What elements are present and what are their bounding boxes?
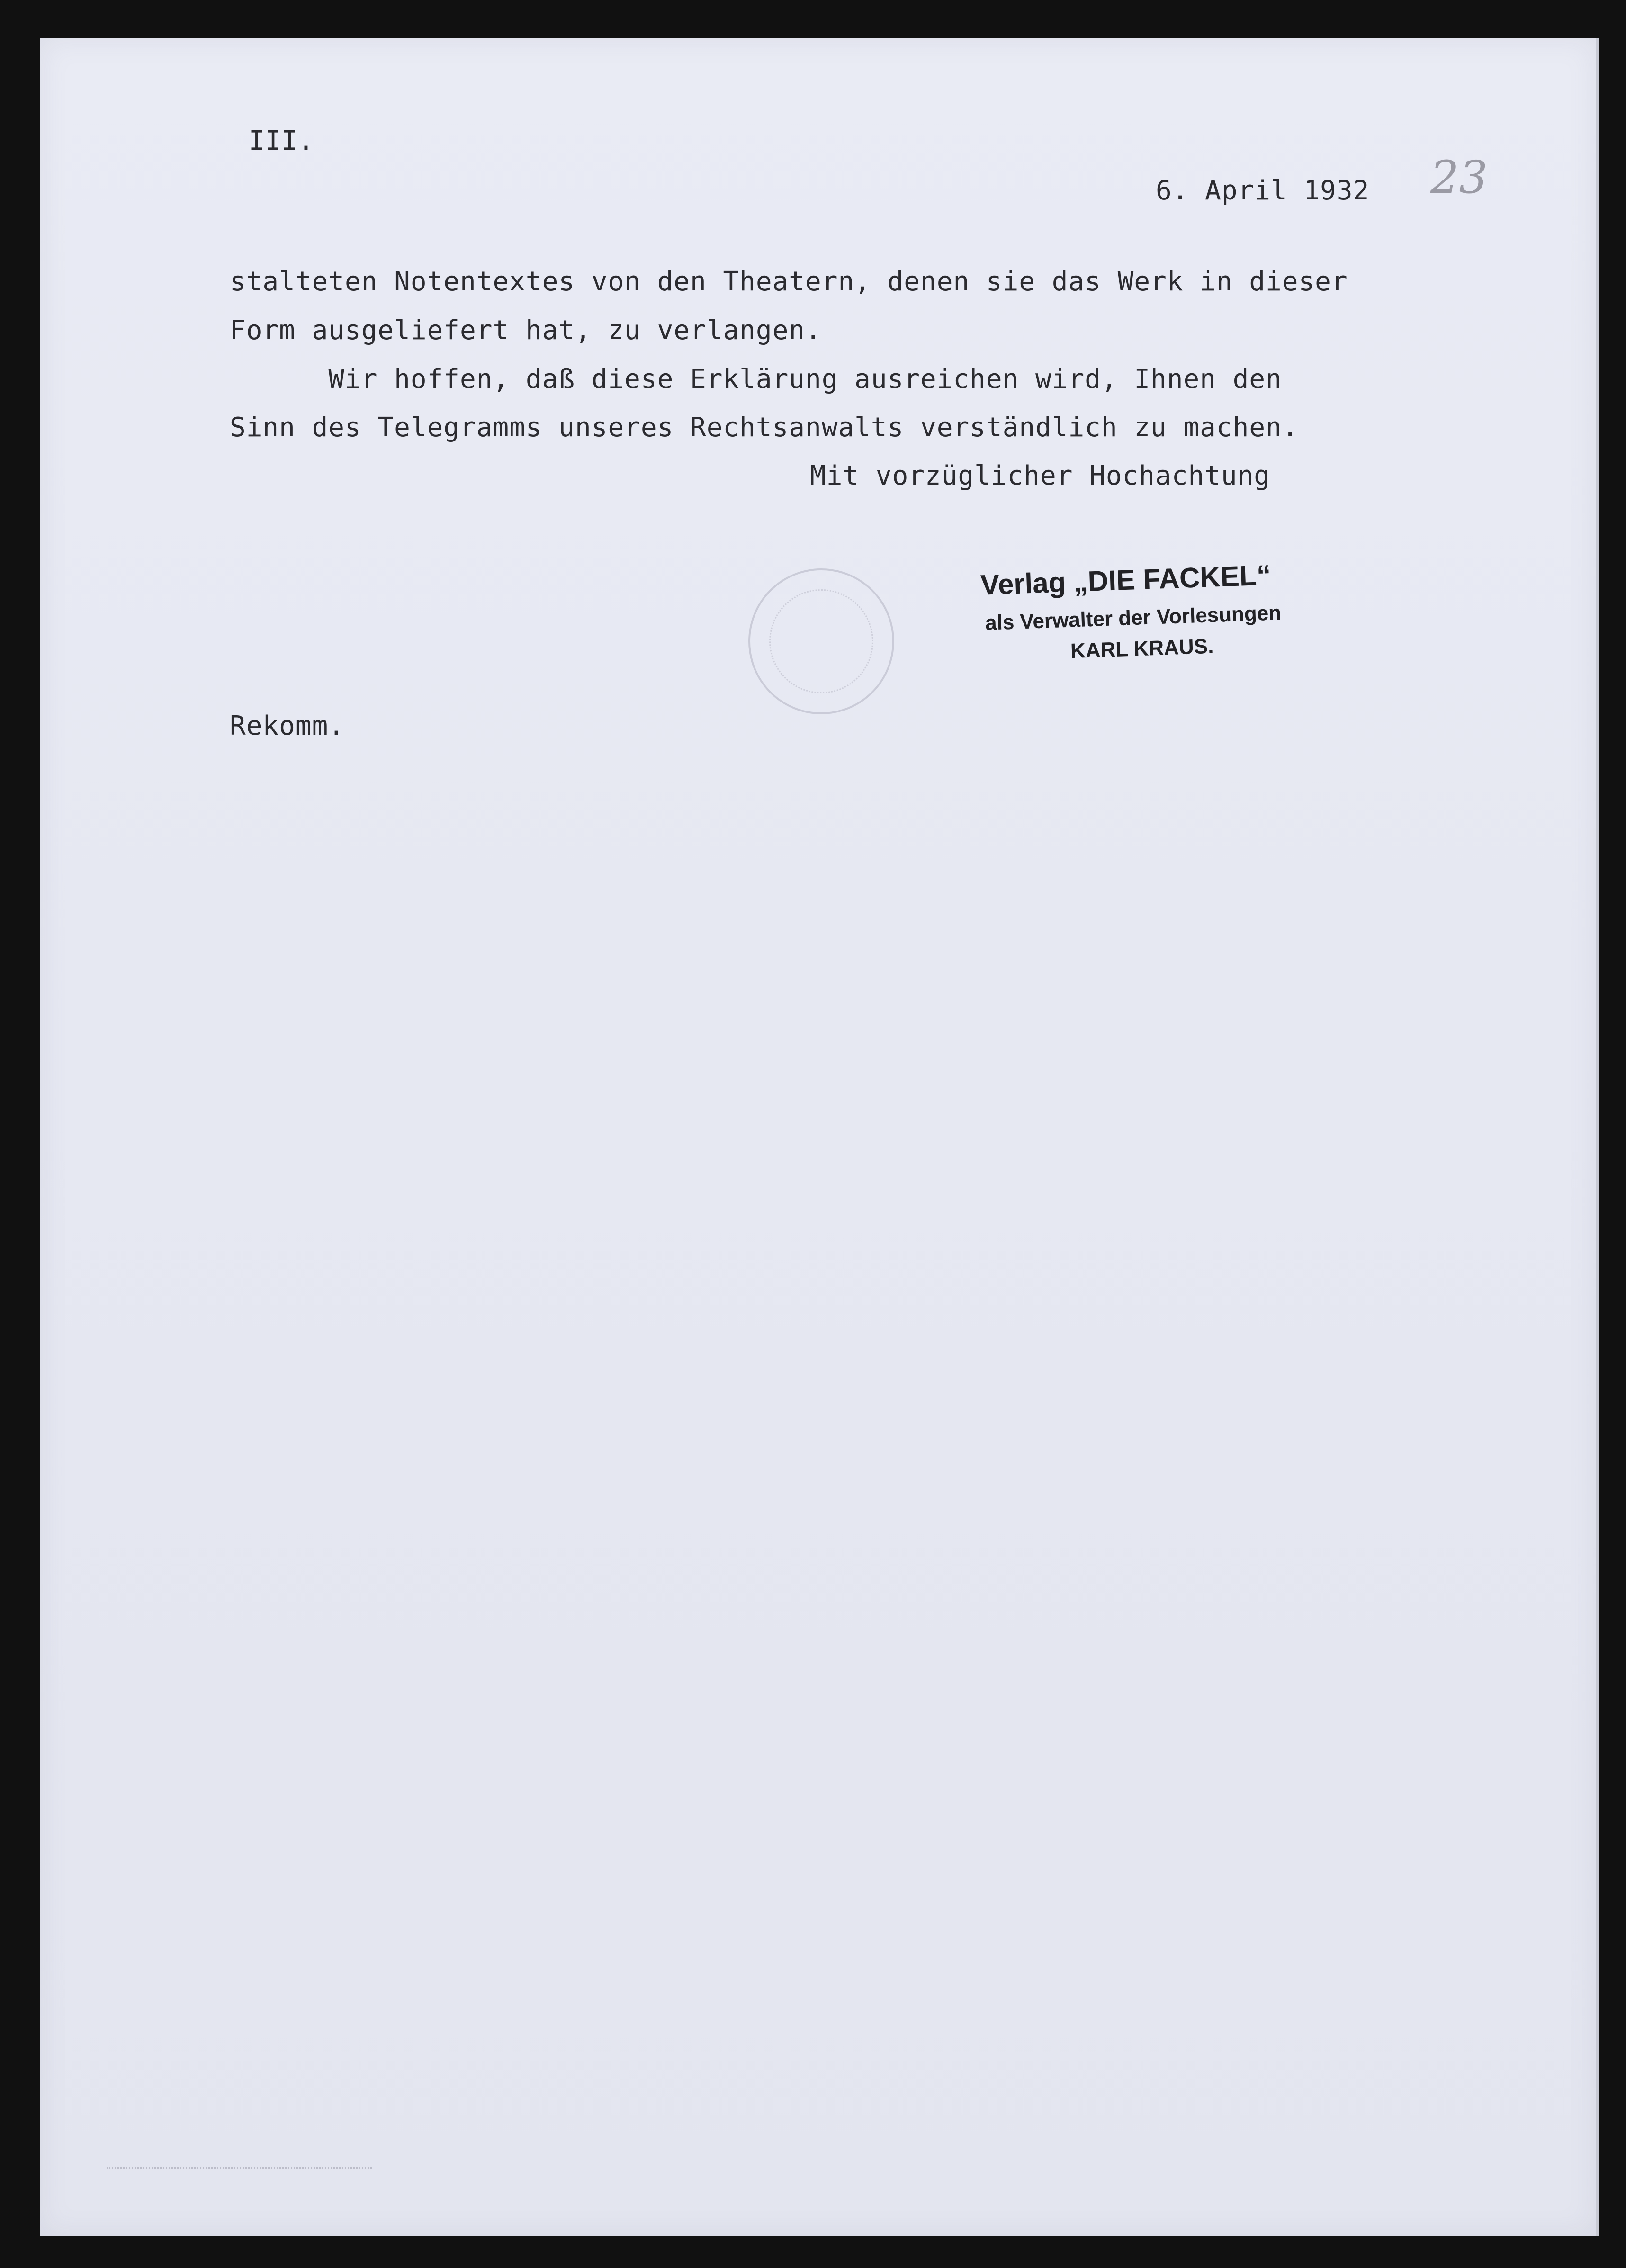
signature-stamp-line-2: als Verwalter der Vorlesungen <box>985 601 1282 635</box>
page-number: 23 <box>1430 152 1488 204</box>
signature-stamp-line-3: KARL KRAUS. <box>1070 634 1214 663</box>
body-line-4: Sinn des Telegramms unseres Rechtsanwalts verständlich zu machen. <box>230 412 1299 443</box>
body-line-3: Wir hoffen, daß diese Erklärung ausreichen wird, Ihnen den <box>230 364 1282 395</box>
body-line-2: Form ausgeliefert hat, zu verlangen. <box>230 315 822 346</box>
faint-edge-marks <box>107 2162 372 2169</box>
footer-note: Rekomm. <box>230 711 345 741</box>
body-line-1: stalteten Notentextes von den Theatern, denen sie das Werk in dieser <box>230 266 1348 297</box>
section-number: III. <box>249 126 314 156</box>
faded-seal-stamp <box>748 568 894 714</box>
closing-line: Mit vorzüglicher Hochachtung <box>810 460 1271 491</box>
letter-date: 6. April 1932 <box>1156 175 1370 206</box>
signature-stamp-line-1: Verlag „DIE FACKEL“ <box>980 559 1272 601</box>
document-page <box>40 38 1599 2236</box>
